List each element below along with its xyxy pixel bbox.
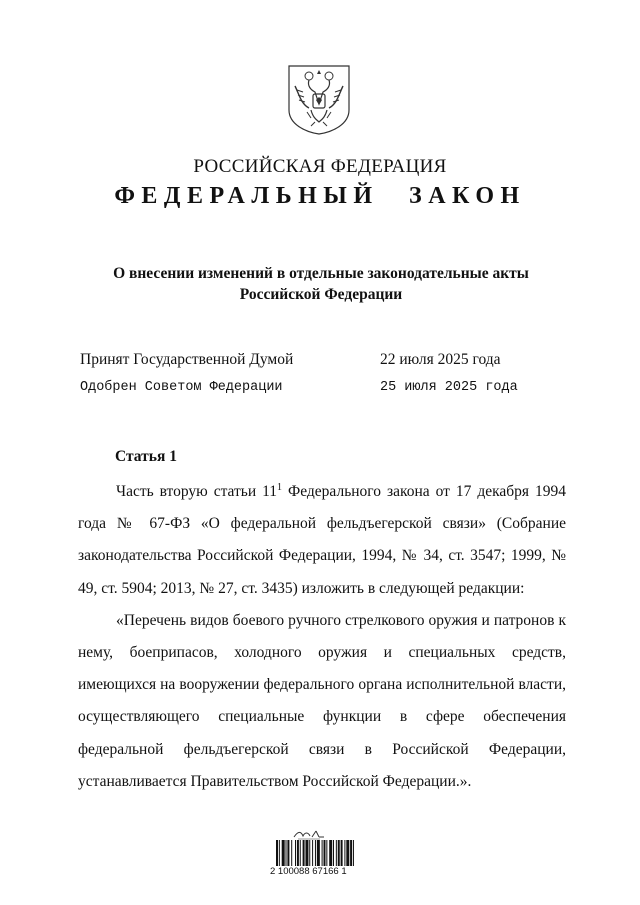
law-subject bbox=[80, 263, 562, 305]
state-emblem bbox=[287, 64, 351, 136]
council-approval-label: Одобрен Советом Федерации bbox=[80, 380, 283, 395]
article-title: Статья 1 bbox=[115, 448, 177, 465]
barcode bbox=[276, 840, 372, 866]
registration-mark bbox=[292, 828, 326, 840]
paragraph-1-rest: Федерального закона от 17 декабря 1994 года № 67-ФЗ «О федеральной фельдъегерской связи» (Собрание законодательства Российской Федерации, 1994, № 34, ст. 3547; 1999, № 49, ст. 5904; 2013, № 27, ст. 3435) изложить в следующей редакции: bbox=[78, 483, 566, 597]
article-body bbox=[78, 476, 566, 798]
country-heading: РОССИЙСКАЯ ФЕДЕРАЦИЯ bbox=[193, 156, 447, 177]
duma-adoption-label: Принят Государственной Думой bbox=[80, 351, 294, 368]
paragraph-1-start: Часть вторую статьи 11 bbox=[116, 483, 278, 500]
subject-line-1: О внесении изменений в отдельные законодательные акты bbox=[113, 265, 529, 282]
article-paragraph-2: «Перечень видов боевого ручного стрелкового оружия и патронов к нему, боеприпасов, холодного оружия и специальных средств, имеющихся на вооружении федерального органа исполнительной власти, осуществляющего специальные функции в сфере обеспечения федеральной фельдъегерской связи в Российской Федерации, устанавливается Правительством Российской Федерации.». bbox=[78, 611, 566, 790]
article-number-superscript: 1 bbox=[277, 482, 283, 493]
subject-line-2: Российской Федерации bbox=[239, 286, 403, 303]
duma-adoption-date: 22 июля 2025 года bbox=[380, 351, 501, 368]
article-paragraph-1 bbox=[78, 476, 566, 605]
document-type-heading: ФЕДЕРАЛЬНЫЙ ЗАКОН bbox=[114, 183, 526, 209]
council-approval-date: 25 июля 2025 года bbox=[380, 380, 518, 395]
barcode-number: 2 100088 67166 1 bbox=[270, 866, 347, 877]
